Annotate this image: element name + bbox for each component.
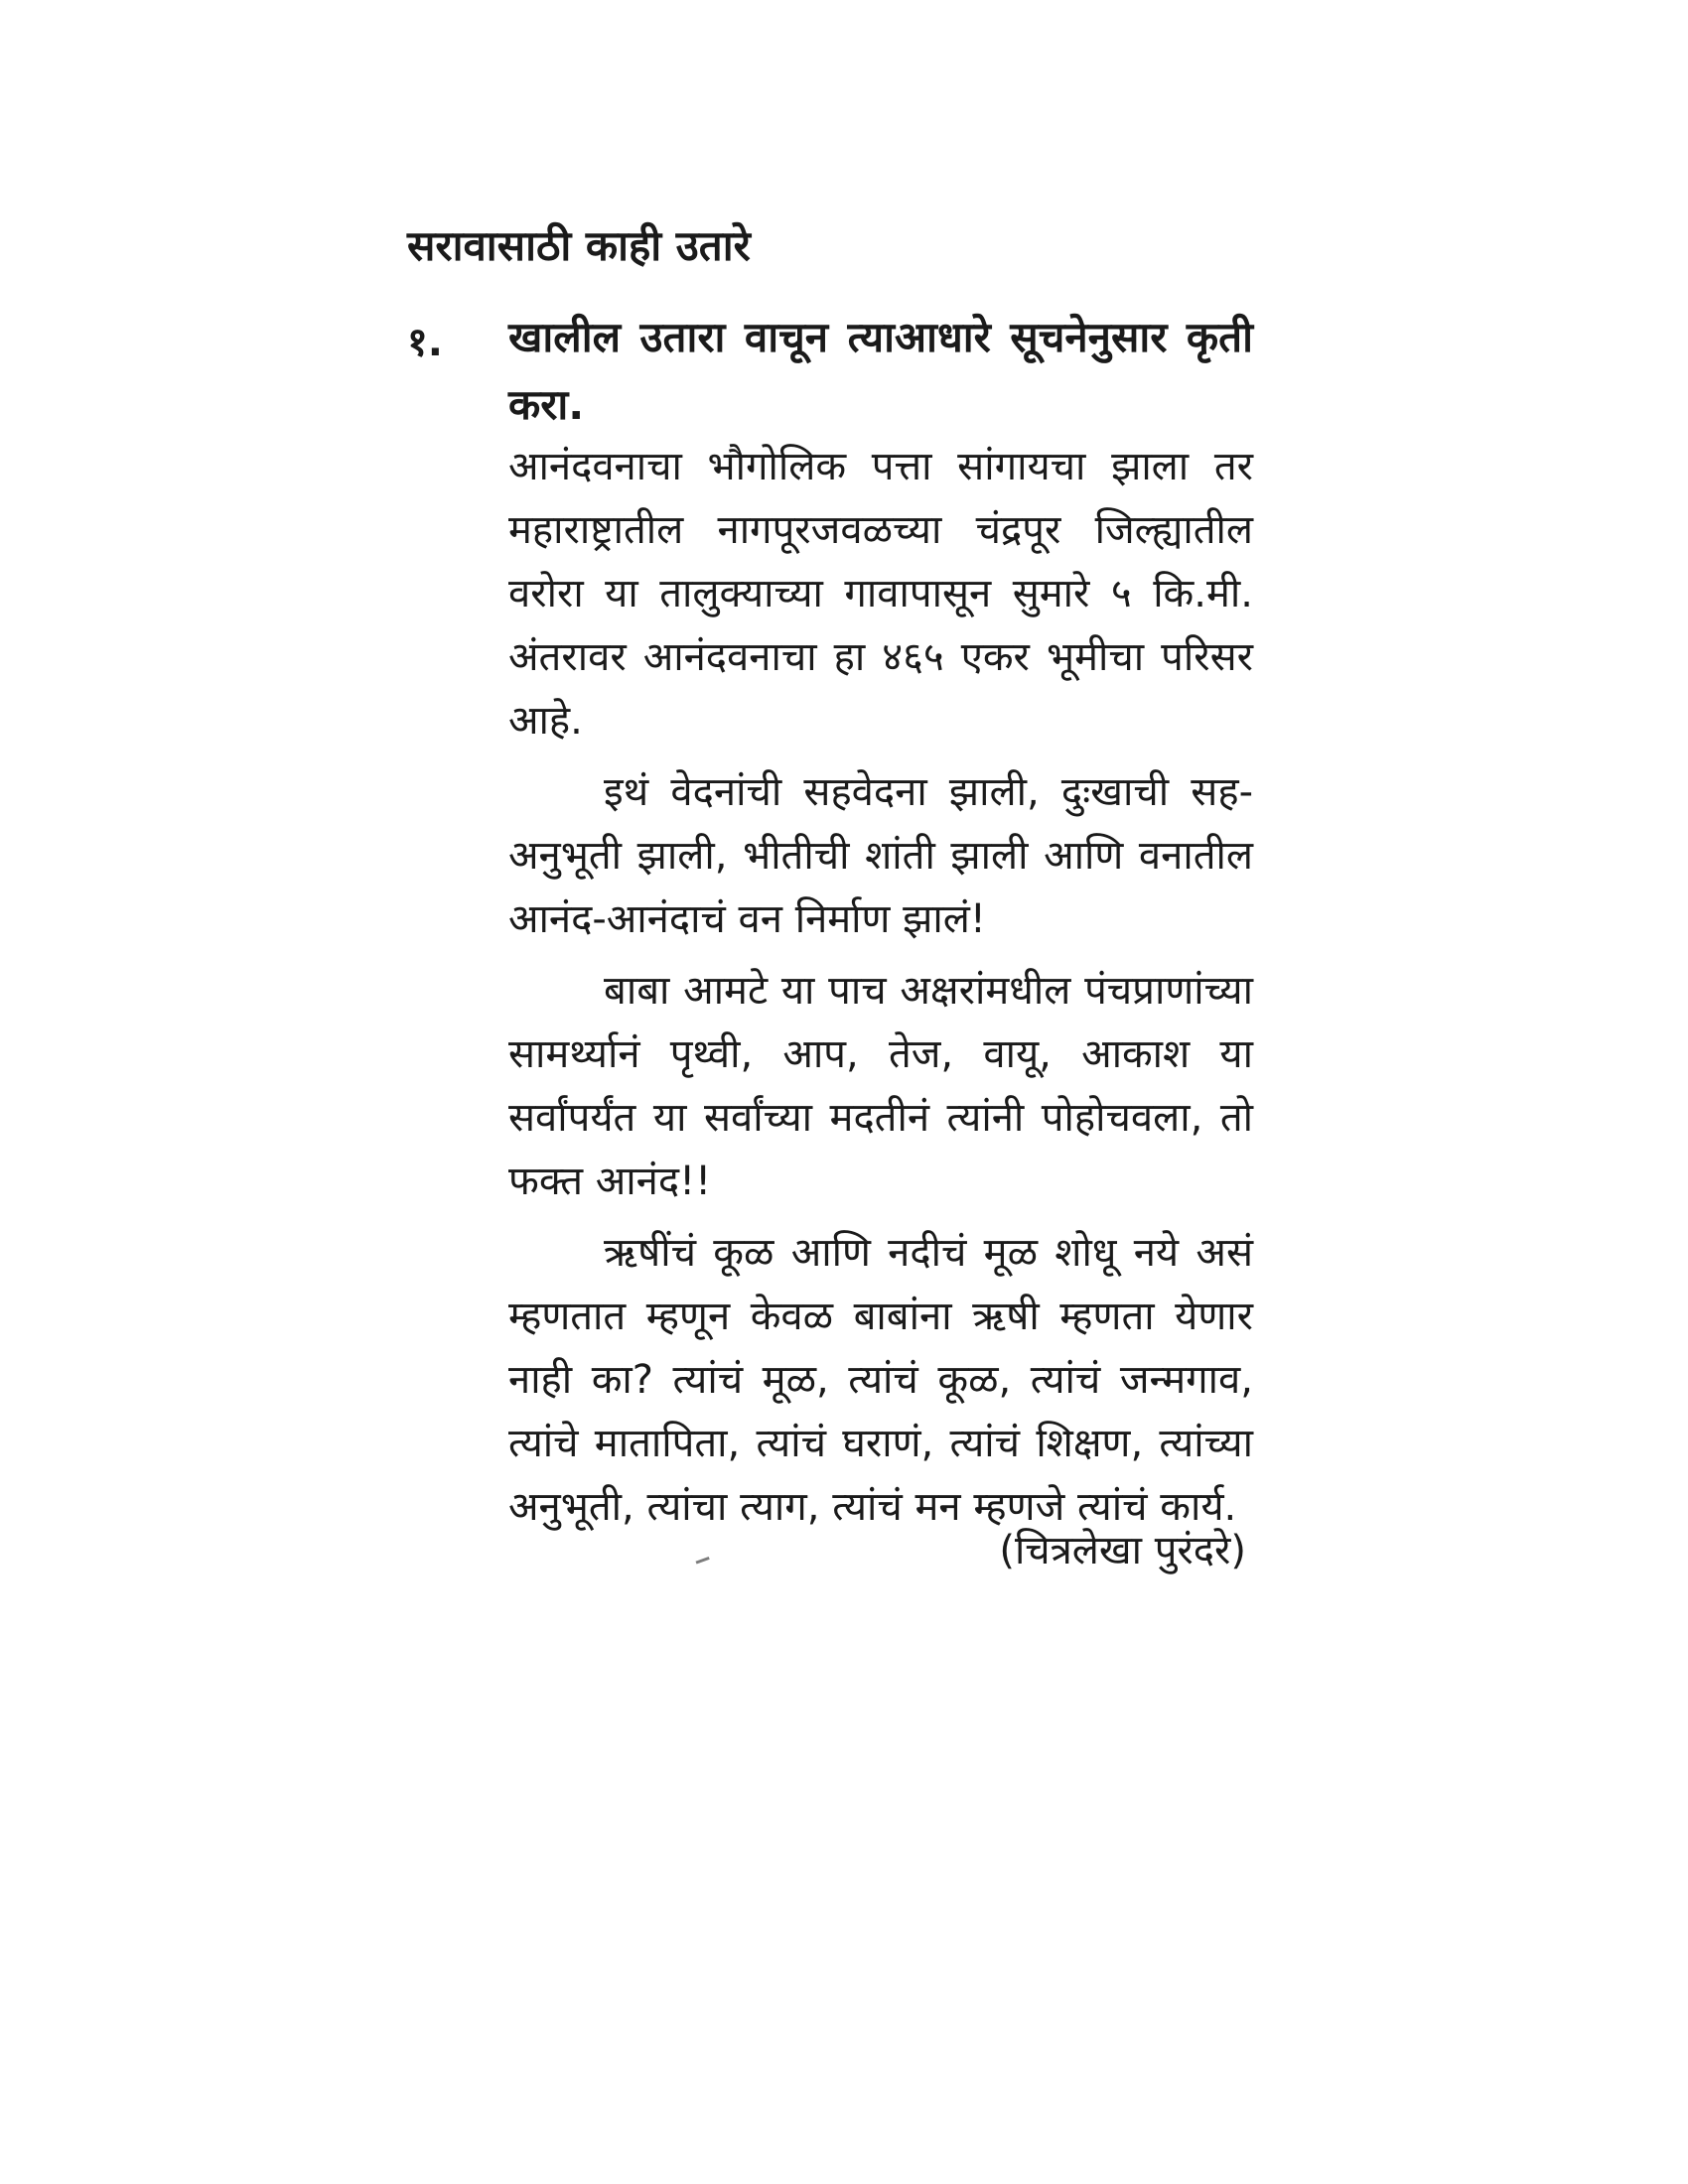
passage-author: (चित्रलेखा पुरंदरे) — [999, 1528, 1246, 1573]
scan-mark — [696, 1557, 713, 1571]
passage — [508, 435, 1253, 1547]
question-instruction: खालील उतारा वाचून त्याआधारे सूचनेनुसार कृती करा. — [508, 313, 1253, 429]
question-number: १. — [407, 320, 443, 365]
passage-paragraph-3: बाबा आमटे या पाच अक्षरांमधील पंचप्राणांच्या सामर्थ्यानं पृथ्वी, आप, तेज, वायू, आकाश या सर्वांपर्यंत या सर्वांच्या मदतीनं त्यांनी पोहोचवला, तो फक्त आनंद!! — [508, 968, 1253, 1204]
passage-paragraph-1: आनंदवनाचा भौगोलिक पत्ता सांगायचा झाला तर महाराष्ट्रातील नागपूरजवळच्या चंद्रपूर जिल्ह्यातील वरोरा या तालुक्याच्या गावापासून सुमारे ५ कि.मी. अंतरावर आनंदवनाचा हा ४६५ एकर भूमीचा परिसर आहे. — [508, 444, 1253, 744]
passage-paragraph-4: ऋषींचं कूळ आणि नदीचं मूळ शोधू नये असं म्हणतात म्हणून केवळ बाबांना ऋषी म्हणता येणार नाही का? त्यांचं मूळ, त्यांचं कूळ, त्यांचं जन्मगाव, त्यांचे मातापिता, त्यांचं घराणं, त्यांचं शिक्षण, त्यांच्या अनुभूती, त्यांचा त्याग, त्यांचं मन म्हणजे त्यांचं कार्य. — [508, 1230, 1253, 1530]
section-heading: सरावासाठी काही उतारे — [407, 221, 751, 270]
passage-paragraph-2: इथं वेदनांची सहवेदना झाली, दुःखाची सह-अनुभूती झाली, भीतीची शांती झाली आणि वनातील आनंद-आनंदाचं वन निर्माण झालं! — [508, 769, 1253, 942]
